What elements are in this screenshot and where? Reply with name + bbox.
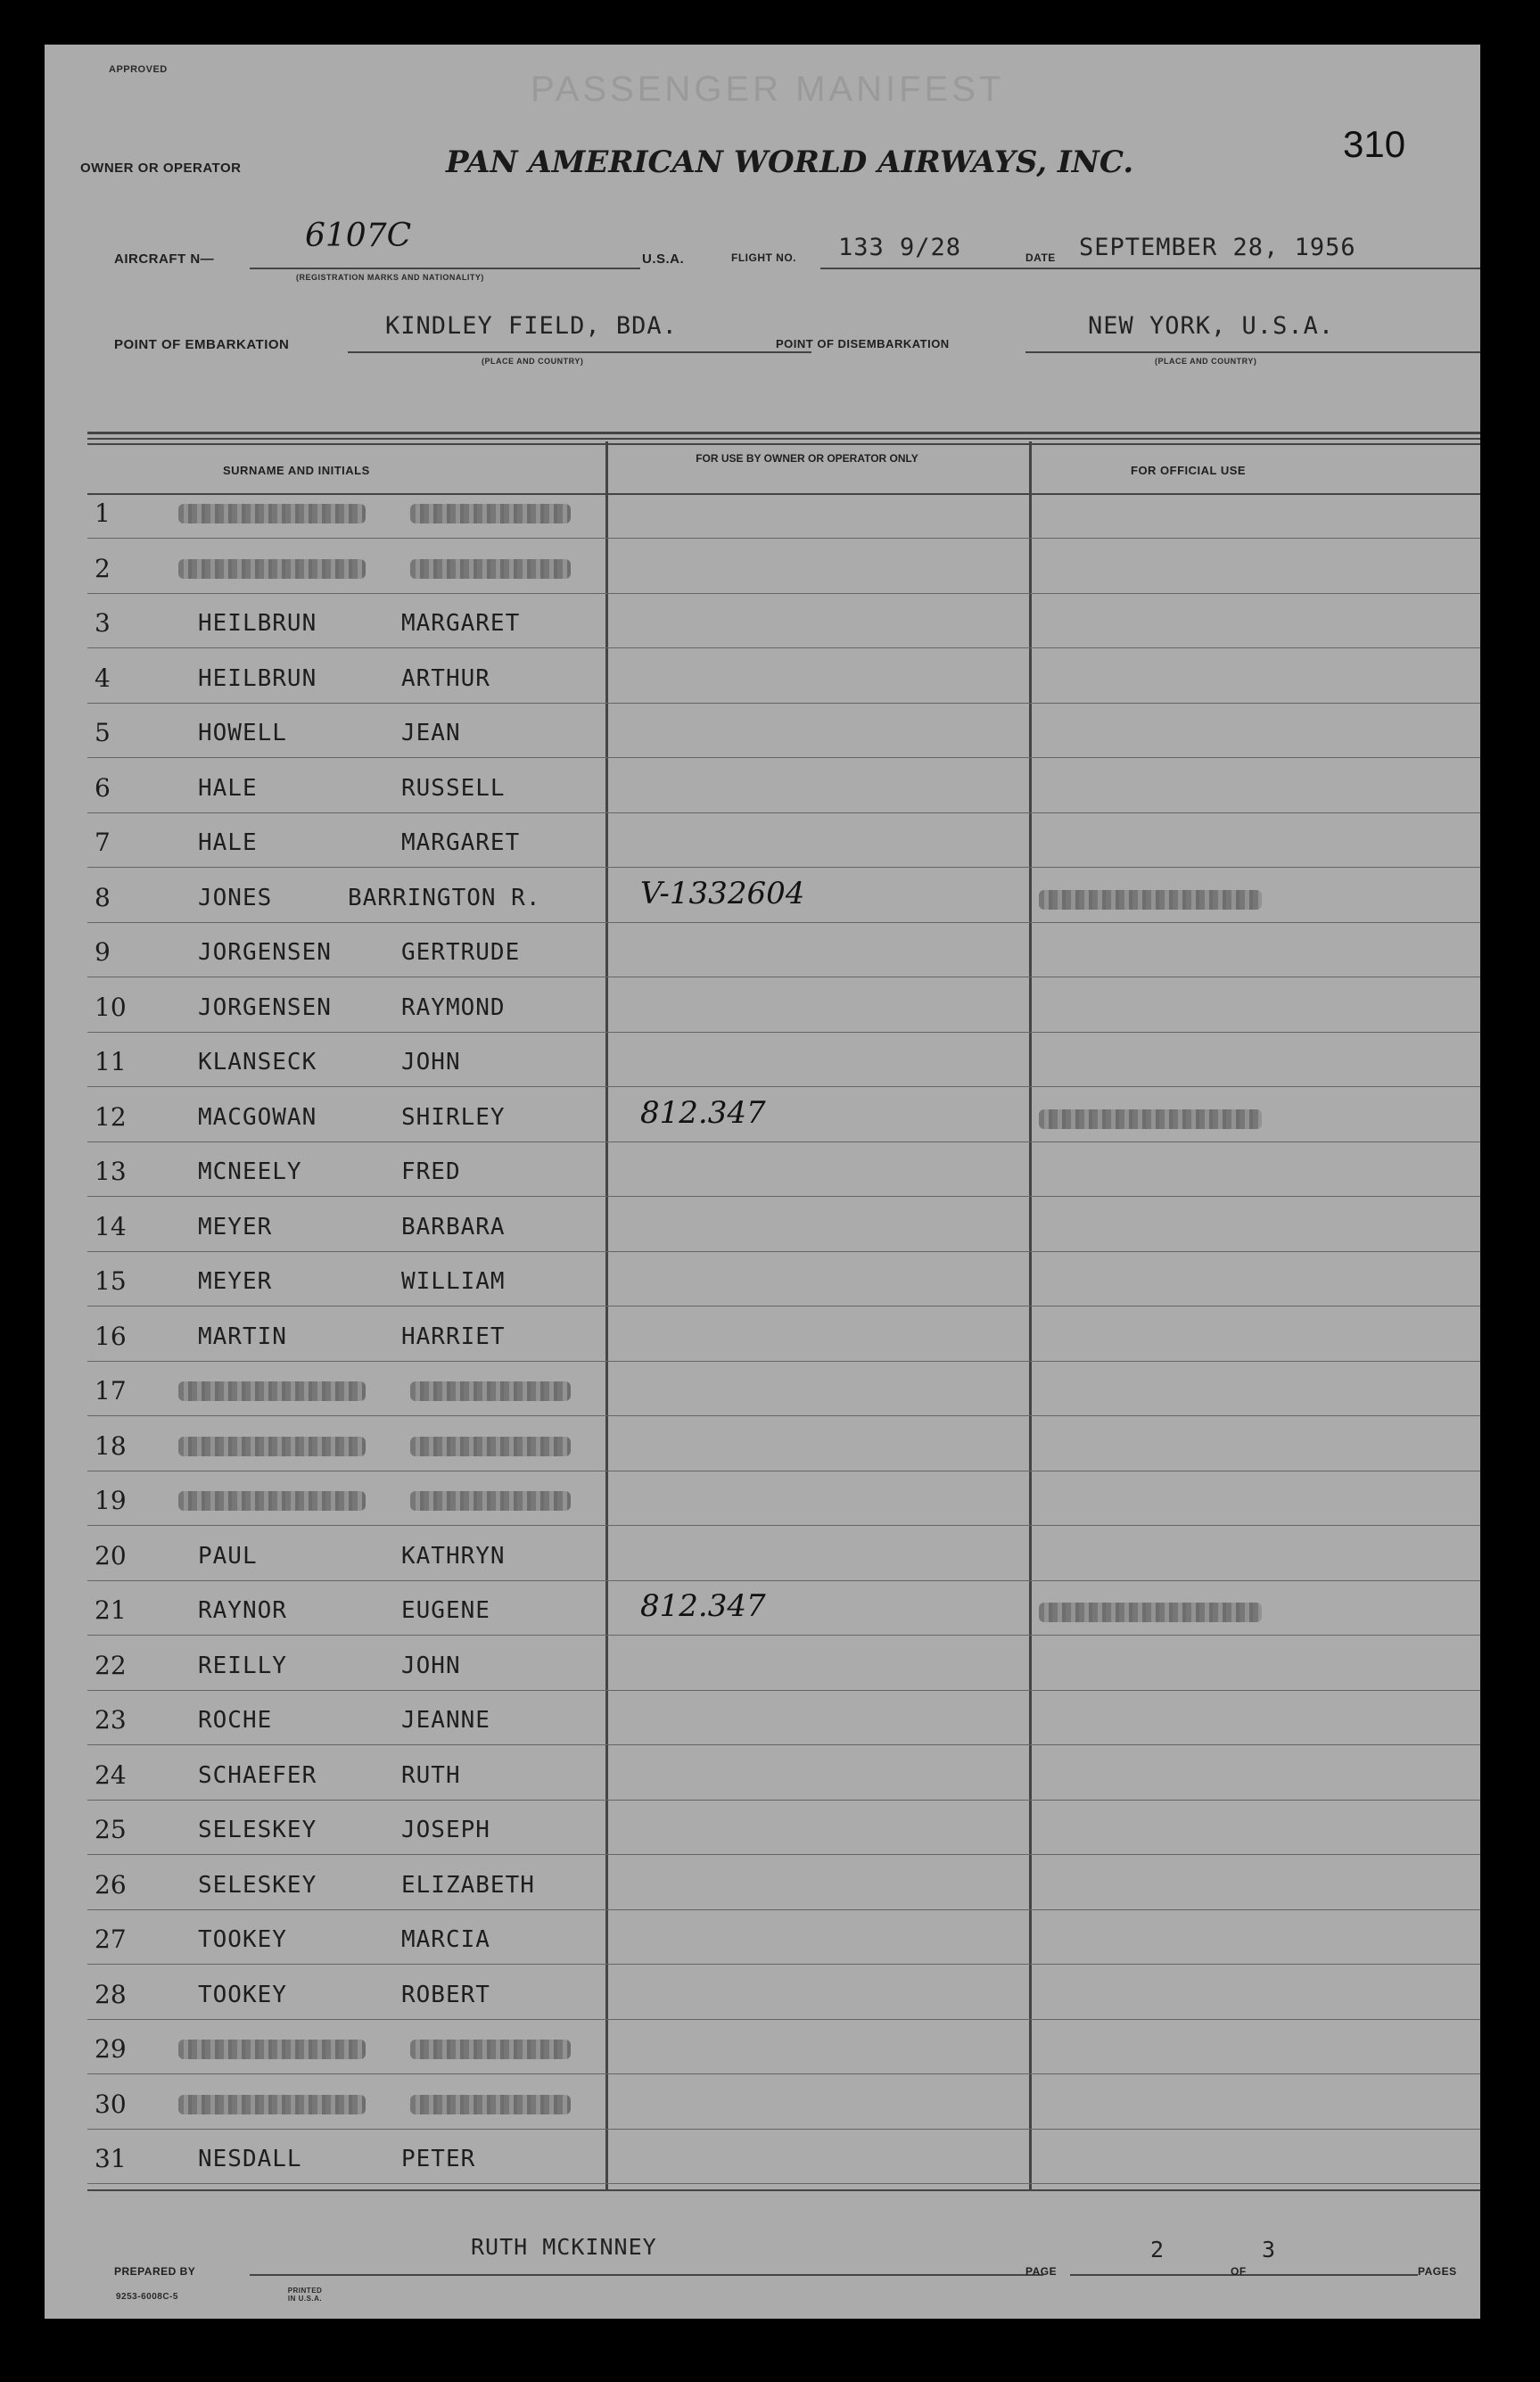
given-name: JEANNE [401,1707,490,1734]
row-rule [87,593,1480,594]
page-label: PAGE [1025,2265,1058,2278]
registration-caption: (REGISTRATION MARKS AND NATIONALITY) [296,273,484,282]
row-number: 2 [95,554,111,583]
operator-note: 812.347 [640,1588,766,1624]
airline-name: PAN AMERICAN WORLD AIRWAYS, INC. [446,144,1134,180]
given-name: SHIRLEY [401,1104,506,1131]
disembark-label: POINT OF DISEMBARKATION [776,337,950,350]
embark-place: KINDLEY FIELD, BDA. [385,312,678,340]
row-number: 29 [95,2034,127,2064]
redacted-given-name [410,504,571,523]
redacted-surname [178,2095,366,2114]
redacted-given-name [410,2040,571,2059]
redacted-given-name [410,1437,571,1456]
official-redaction [1039,1109,1262,1129]
row-rule [87,2129,1480,2130]
row-number: 22 [95,1651,127,1680]
pages-label: PAGES [1418,2265,1457,2278]
given-name: BARBARA [401,1214,506,1240]
row-number: 8 [95,883,111,912]
surname: TOOKEY [198,1926,287,1953]
given-name: KATHRYN [401,1543,506,1570]
given-name: MARGARET [401,610,521,637]
row-rule [87,703,1480,704]
redacted-surname [178,1381,366,1401]
row-number: 12 [95,1102,127,1132]
row-number: 10 [95,993,127,1022]
row-rule [87,1580,1480,1581]
row-rule [87,867,1480,868]
aircraft-number: 6107C [305,218,412,254]
prepared-by: RUTH MCKINNEY [471,2234,657,2260]
row-rule [87,2073,1480,2074]
surname: SELESKEY [198,1872,317,1899]
row-number: 23 [95,1705,127,1735]
redacted-given-name [410,1381,571,1401]
surname: PAUL [198,1543,258,1570]
form-number: 9253-6008C-5 [116,2292,178,2302]
given-name: RUTH [401,1762,461,1789]
given-name: JOSEPH [401,1817,490,1843]
given-name: RUSSELL [401,775,506,802]
redacted-surname [178,1437,366,1456]
row-rule [87,2019,1480,2020]
row-rule [87,1032,1480,1033]
given-name: EUGENE [401,1597,490,1624]
redacted-surname [178,504,366,523]
row-rule [87,1415,1480,1416]
official-redaction [1039,1603,1262,1622]
row-rule [87,1744,1480,1745]
surname: MACGOWAN [198,1104,317,1131]
row-number: 21 [95,1595,127,1625]
flight-number: 133 9/28 [838,234,962,261]
given-name: BARRINGTON R. [348,885,541,911]
row-rule [87,812,1480,813]
row-number: 28 [95,1980,127,2009]
given-name: MARCIA [401,1926,490,1953]
row-rule [87,2183,1480,2184]
row-number: 5 [95,718,111,747]
surname: JORGENSEN [198,939,332,966]
row-rule [87,1964,1480,1965]
surname: MCNEELY [198,1158,302,1185]
row-number: 18 [95,1431,127,1461]
row-number: 20 [95,1541,127,1570]
row-number: 3 [95,608,111,638]
aircraft-label: AIRCRAFT N— [114,251,215,267]
operator-note: V-1332604 [640,876,805,911]
prepared-label: PREPARED BY [114,2265,196,2278]
redacted-surname [178,2040,366,2059]
page-total: 3 [1262,2237,1277,2262]
row-rule [87,1635,1480,1636]
disembark-caption: (PLACE AND COUNTRY) [1155,357,1257,366]
disembark-place: NEW YORK, U.S.A. [1088,312,1335,340]
given-name: GERTRUDE [401,939,521,966]
row-rule [87,1909,1480,1910]
col-name-header: SURNAME AND INITIALS [223,464,370,477]
row-number: 6 [95,773,111,803]
surname: SELESKEY [198,1817,317,1843]
page-id: 310 [1343,123,1406,165]
row-number: 7 [95,828,111,857]
manifest-sheet [45,45,1480,2319]
row-rule [87,647,1480,648]
row-number: 19 [95,1486,127,1515]
row-rule [87,1854,1480,1855]
page-number: 2 [1150,2237,1165,2262]
surname: MARTIN [198,1323,287,1350]
row-number: 14 [95,1212,127,1241]
given-name: PETER [401,2146,476,2172]
surname: REILLY [198,1653,287,1679]
usa-label: U.S.A. [642,251,685,267]
printed-note: PRINTED IN U.S.A. [287,2287,323,2303]
given-name: ELIZABETH [401,1872,535,1899]
row-rule [87,757,1480,758]
row-number: 17 [95,1376,127,1405]
row-number: 24 [95,1760,127,1790]
given-name: WILLIAM [401,1268,506,1295]
row-number: 11 [95,1047,127,1076]
redacted-given-name [410,1491,571,1511]
surname: HOWELL [198,720,287,746]
surname: HEILBRUN [198,665,317,692]
row-rule [87,1690,1480,1691]
row-number: 31 [95,2144,127,2173]
surname: HALE [198,775,258,802]
row-rule [87,1361,1480,1362]
given-name: JOHN [401,1653,461,1679]
surname: SCHAEFER [198,1762,317,1789]
row-rule [87,1196,1480,1197]
row-rule [87,1800,1480,1801]
redacted-given-name [410,2095,571,2114]
surname: TOOKEY [198,1982,287,2008]
surname: ROCHE [198,1707,273,1734]
of-label: OF [1231,2265,1247,2278]
row-rule [87,1251,1480,1252]
owner-label: OWNER OR OPERATOR [80,161,242,176]
row-number: 13 [95,1157,127,1186]
row-number: 4 [95,663,111,693]
surname: MEYER [198,1268,273,1295]
row-number: 1 [95,499,111,528]
redacted-surname [178,1491,366,1511]
approval-stamp: APPROVED [109,64,168,75]
surname: JORGENSEN [198,994,332,1021]
surname: HALE [198,829,258,856]
given-name: JOHN [401,1049,461,1076]
surname: NESDALL [198,2146,302,2172]
surname: KLANSECK [198,1049,317,1076]
flight-date: SEPTEMBER 28, 1956 [1079,234,1356,261]
row-number: 30 [95,2089,127,2119]
row-rule [87,922,1480,923]
embark-caption: (PLACE AND COUNTRY) [482,357,584,366]
date-label: DATE [1025,251,1056,264]
row-rule [87,538,1480,539]
given-name: HARRIET [401,1323,506,1350]
col-official-header: FOR OFFICIAL USE [1131,464,1247,477]
redacted-surname [178,559,366,579]
redacted-given-name [410,559,571,579]
given-name: ROBERT [401,1982,490,2008]
embark-label: POINT OF EMBARKATION [114,337,290,352]
surname: HEILBRUN [198,610,317,637]
row-number: 26 [95,1870,127,1900]
row-number: 25 [95,1815,127,1844]
surname: JONES [198,885,273,911]
row-rule [87,1086,1480,1087]
given-name: FRED [401,1158,461,1185]
surname: RAYNOR [198,1597,287,1624]
col-owner-header: FOR USE BY OWNER OR OPERATOR ONLY [696,452,918,465]
given-name: JEAN [401,720,461,746]
row-number: 15 [95,1266,127,1296]
official-redaction [1039,890,1262,910]
given-name: RAYMOND [401,994,506,1021]
flight-label: FLIGHT NO. [731,251,796,264]
form-title: PASSENGER MANIFEST [531,70,1005,109]
given-name: ARTHUR [401,665,490,692]
row-number: 9 [95,937,111,967]
row-number: 27 [95,1925,127,1954]
row-rule [87,1525,1480,1526]
given-name: MARGARET [401,829,521,856]
surname: MEYER [198,1214,273,1240]
row-number: 16 [95,1322,127,1351]
operator-note: 812.347 [640,1095,766,1131]
